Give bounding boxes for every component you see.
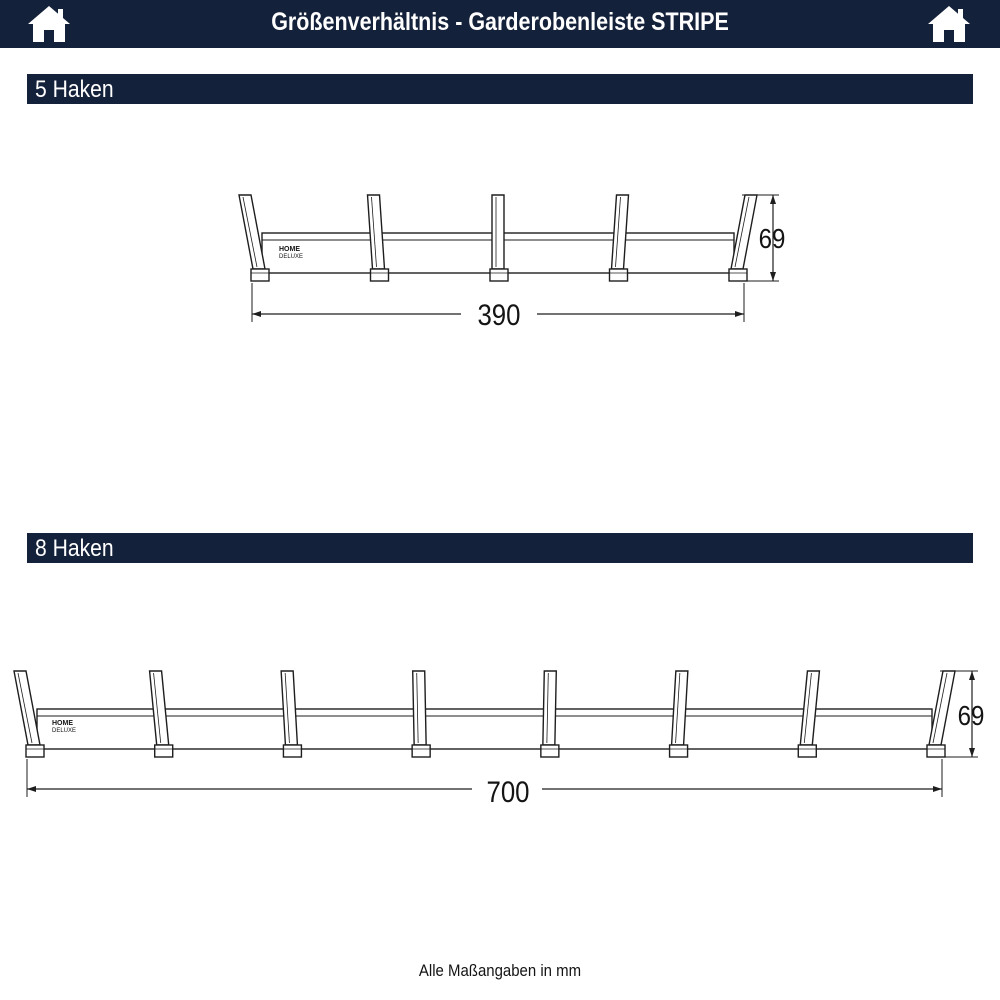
- hook-foot: [490, 269, 508, 281]
- hook-arm: [672, 671, 688, 745]
- hook-foot: [670, 745, 688, 757]
- rail-bar: [37, 709, 932, 749]
- arrowhead: [969, 748, 975, 757]
- arrowhead: [770, 195, 776, 204]
- brand-logo-text: HOME: [279, 246, 300, 253]
- hook-foot: [798, 745, 816, 757]
- hook-arm: [543, 671, 556, 745]
- hook-foot: [155, 745, 173, 757]
- hook-arm: [492, 195, 504, 269]
- hook-foot: [251, 269, 269, 281]
- arrowhead: [933, 786, 942, 792]
- height-dimension-label: 69: [957, 699, 985, 732]
- hook-foot: [412, 745, 430, 757]
- arrowhead: [735, 311, 744, 317]
- section-label: 8 Haken: [35, 535, 114, 562]
- page-title: Größenverhältnis - Garderobenleiste STRIPE: [271, 8, 729, 36]
- arrowhead: [252, 311, 261, 317]
- hook-arm: [14, 671, 40, 745]
- hook-arm: [239, 195, 265, 269]
- hook-foot: [371, 269, 389, 281]
- arrowhead: [770, 272, 776, 281]
- hook-foot: [26, 745, 44, 757]
- height-dimension-label: 69: [758, 222, 786, 255]
- brand-logo-text: DELUXE: [279, 254, 304, 260]
- arrowhead: [27, 786, 36, 792]
- hook-foot: [541, 745, 559, 757]
- arrowhead: [969, 671, 975, 680]
- brand-logo-text: DELUXE: [52, 728, 77, 734]
- hook-arm: [731, 195, 757, 269]
- brand-logo-text: HOME: [52, 720, 73, 727]
- hook-arm: [800, 671, 819, 745]
- hook-foot: [283, 745, 301, 757]
- width-dimension-label: 390: [477, 298, 521, 332]
- hook-arm: [281, 671, 297, 745]
- hook-foot: [729, 269, 747, 281]
- hook-arm: [413, 671, 426, 745]
- hook-foot: [927, 745, 945, 757]
- width-dimension-label: 700: [486, 775, 530, 809]
- hook-arm: [929, 671, 955, 745]
- hook-foot: [610, 269, 628, 281]
- footer-note: Alle Maßangaben in mm: [418, 961, 582, 980]
- hook-arm: [150, 671, 169, 745]
- section-label: 5 Haken: [35, 76, 114, 103]
